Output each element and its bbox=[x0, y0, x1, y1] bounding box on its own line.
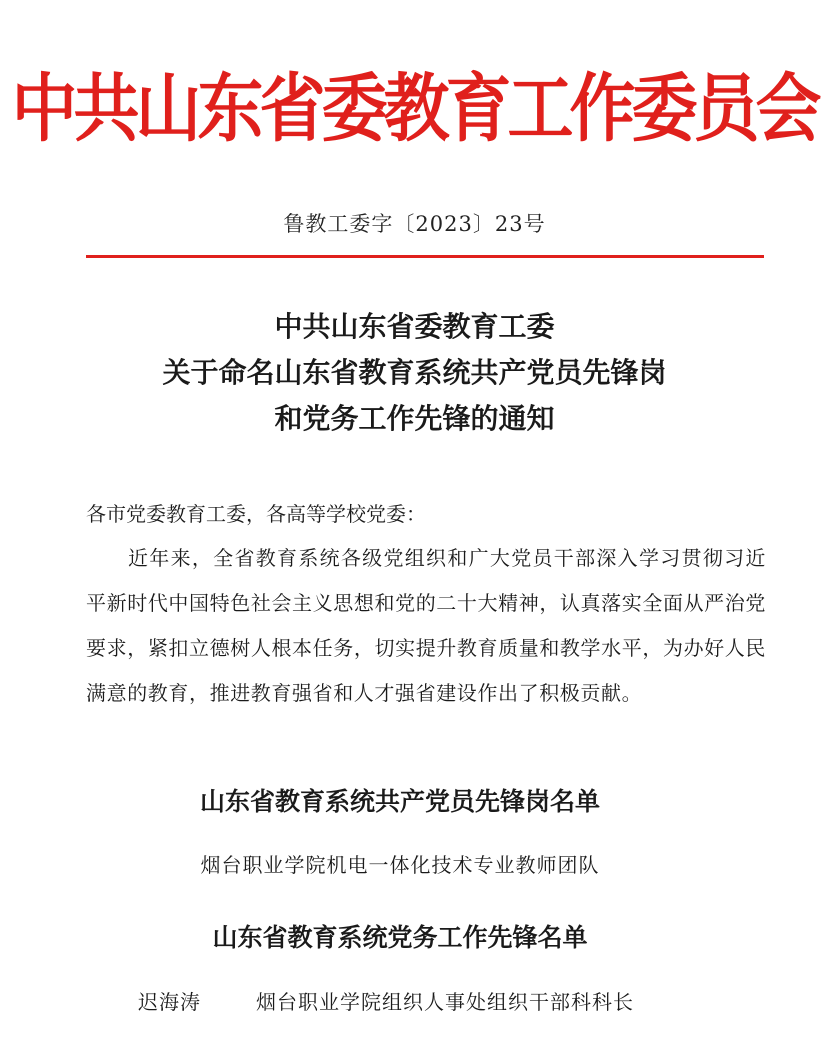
doc-number: 鲁教工委字〔2023〕23号 bbox=[283, 212, 546, 236]
red-divider bbox=[86, 255, 764, 258]
list-entry-person-name: 迟海涛 bbox=[138, 990, 201, 1014]
title-line-3: 和党务工作先锋的通知 bbox=[274, 402, 555, 435]
org-header: 中共山东省委教育工作委员会 bbox=[11, 64, 818, 153]
list-entry-person-org: 烟台职业学院组织人事处组织干部科科长 bbox=[256, 990, 634, 1014]
notice-title bbox=[0, 304, 829, 442]
title-line-2: 关于命名山东省教育系统共产党员先锋岗 bbox=[162, 356, 667, 389]
title-line-1: 中共山东省委教育工委 bbox=[274, 310, 555, 343]
list-heading-party-work-vanguard: 山东省教育系统党务工作先锋名单 bbox=[212, 923, 588, 952]
body-paragraph: 近年来，全省教育系统各级党组织和广大党员干部深入学习贯彻习近平新时代中国特色社会主义思想和党的二十大精神，认真落实全面从严治党要求，紧扣立德树人根本任务，切实提升教育质量和教学水平，为办好人民满意的教育，推进教育强省和人才强省建设作出了积极贡献。 bbox=[86, 546, 766, 705]
salutation: 各市党委教育工委，各高等学校党委： bbox=[86, 502, 426, 526]
list-heading-vanguard-post: 山东省教育系统共产党员先锋岗名单 bbox=[199, 787, 600, 816]
list-entry-vanguard-post: 烟台职业学院机电一体化技术专业教师团队 bbox=[200, 853, 600, 877]
